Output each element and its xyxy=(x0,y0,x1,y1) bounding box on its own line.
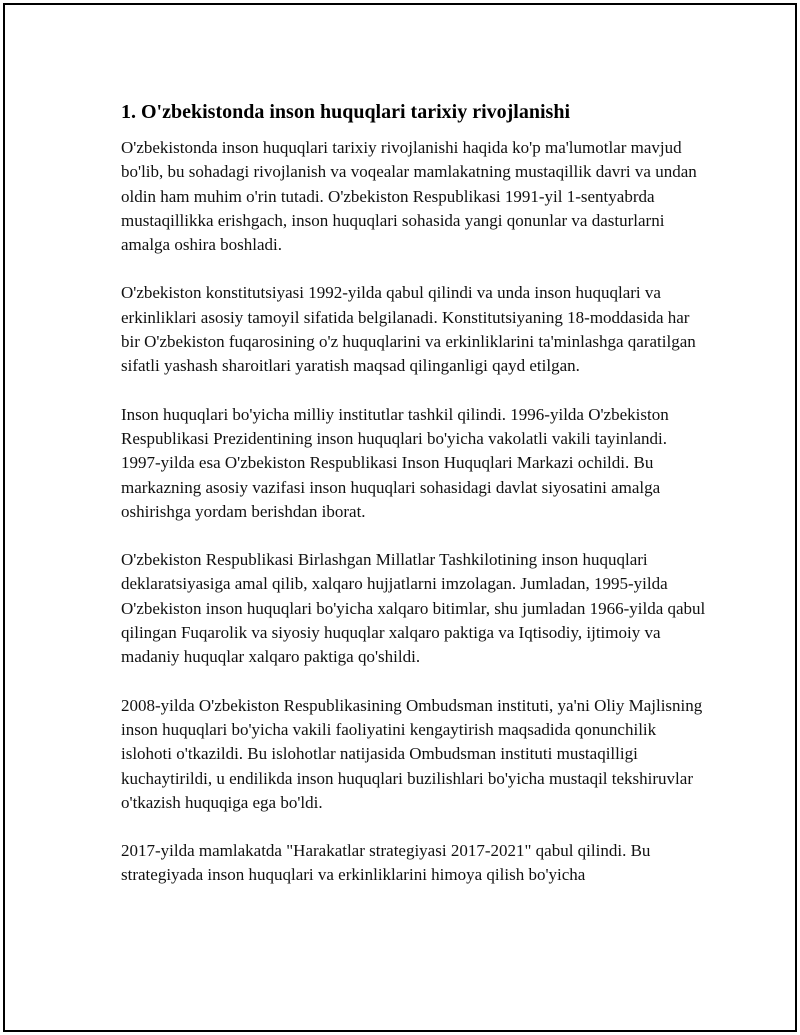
document-page xyxy=(3,3,797,1032)
paragraph: 2008-yilda O'zbekiston Respublikasining Ombudsman instituti, ya'ni Oliy Majlisning inson huquqlari bo'yicha vakili faoliyatini kengaytirish maqsadida qonunchilik islohoti o'tkazildi. Bu islohotlar natijasida Ombudsman instituti mustaqilligi kuchaytirildi, u endilikda inson huquqlari buzilishlari bo'yicha mustaqil tekshiruvlar o'tkazish huquqiga ega bo'ldi. xyxy=(121,695,703,812)
paragraph: Inson huquqlari bo'yicha milliy institutlar tashkil qilindi. 1996-yilda O'zbekiston Respublikasi Prezidentining inson huquqlari bo'yicha vakolatli vakili tayinlandi. 1997-yilda esa O'zbekiston Respublikasi Inson Huquqlari Markazi ochildi. Bu markazning asosiy vazifasi inson huquqlari sohasidagi davlat siyosatini amalga oshirishga yordam berishdan iborat. xyxy=(121,404,669,521)
paragraph: O'zbekiston konstitutsiyasi 1992-yilda qabul qilindi va unda inson huquqlari va erkinliklari asosiy tamoyil sifatida belgilanadi. Konstitutsiyaning 18-moddasida har bir O'zbekiston fuqarosining o'z huquqlarini va erkinliklarini ta'minlashga qaratilgan sifatli yashash sharoitlari yaratish maqsad qilinganligi qayd etilgan. xyxy=(121,283,696,376)
paragraph: 2017-yilda mamlakatda "Harakatlar strategiyasi 2017-2021" qabul qilindi. Bu strategiyada inson huquqlari va erkinliklarini himoya qilish bo'yicha xyxy=(121,841,651,885)
document-content xyxy=(121,98,706,912)
paragraph: O'zbekistonda inson huquqlari tarixiy rivojlanishi haqida ko'p ma'lumotlar mavjud bo'lib, bu sohadagi rivojlanish va voqealar mamlakatning mustaqillik davri va undan oldin ham muhim o'rin tutadi. O'zbekiston Respublikasi 1991-yil 1-sentyabrda mustaqillikka erishgach, inson huquqlari sohasida yangi qonunlar va dasturlarni amalga oshira boshladi. xyxy=(121,138,697,255)
paragraph: O'zbekiston Respublikasi Birlashgan Millatlar Tashkilotining inson huquqlari deklaratsiyasiga amal qilib, xalqaro hujjatlarni imzolagan. Jumladan, 1995-yilda O'zbekiston inson huquqlari bo'yicha xalqaro bitimlar, shu jumladan 1966-yilda qabul qilingan Fuqarolik va siyosiy huquqlar xalqaro paktiga va Iqtisodiy, ijtimoiy va madaniy huquqlar xalqaro paktiga qo'shildi. xyxy=(121,550,706,667)
section-heading: 1. O'zbekistonda inson huquqlari tarixiy rivojlanishi xyxy=(121,101,570,123)
